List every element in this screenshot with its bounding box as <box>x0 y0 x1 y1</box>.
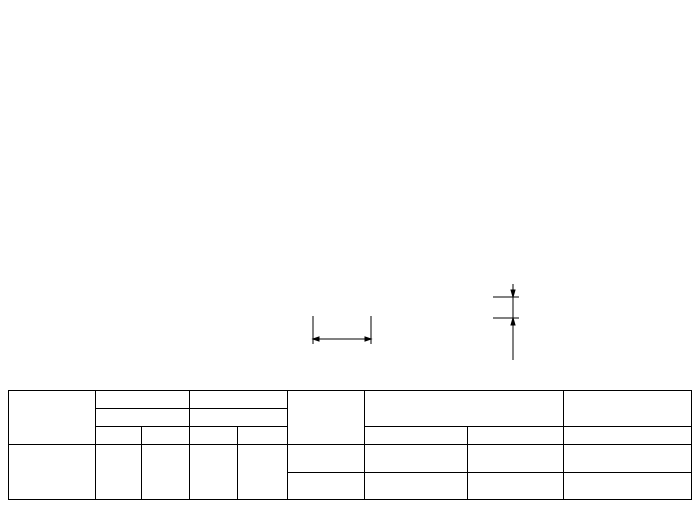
pitch-unit-inch <box>142 427 190 445</box>
temperature-header <box>365 391 564 427</box>
thickness-unit-inch <box>238 427 288 445</box>
material-cell <box>288 445 365 472</box>
thickness-header <box>190 391 288 409</box>
pitch-unit-mm <box>96 427 142 445</box>
working-load-cell <box>564 472 692 499</box>
thickness-unit-mm <box>190 427 238 445</box>
thickness-en <box>190 409 288 427</box>
working-load-unit <box>564 427 692 445</box>
temperature-wet-header <box>468 427 564 445</box>
dry-range-cell <box>365 445 468 472</box>
material-header <box>288 391 365 445</box>
thickness-mm-cell <box>190 445 238 500</box>
pitch-mm-cell <box>96 445 142 500</box>
wet-range-cell <box>468 445 564 472</box>
pitch-en <box>96 409 190 427</box>
dimension-lines <box>313 284 519 360</box>
chain-type-header <box>9 391 96 445</box>
working-load-cell <box>564 445 692 472</box>
temperature-dry-header <box>365 427 468 445</box>
wet-range-cell <box>468 472 564 499</box>
working-load-header <box>564 391 692 427</box>
spec-table <box>8 390 692 500</box>
pitch-inch-cell <box>142 445 190 500</box>
thickness-inch-cell <box>238 445 288 500</box>
material-cell <box>288 472 365 499</box>
pitch-header <box>96 391 190 409</box>
model-cell <box>9 445 96 500</box>
dry-range-cell <box>365 472 468 499</box>
